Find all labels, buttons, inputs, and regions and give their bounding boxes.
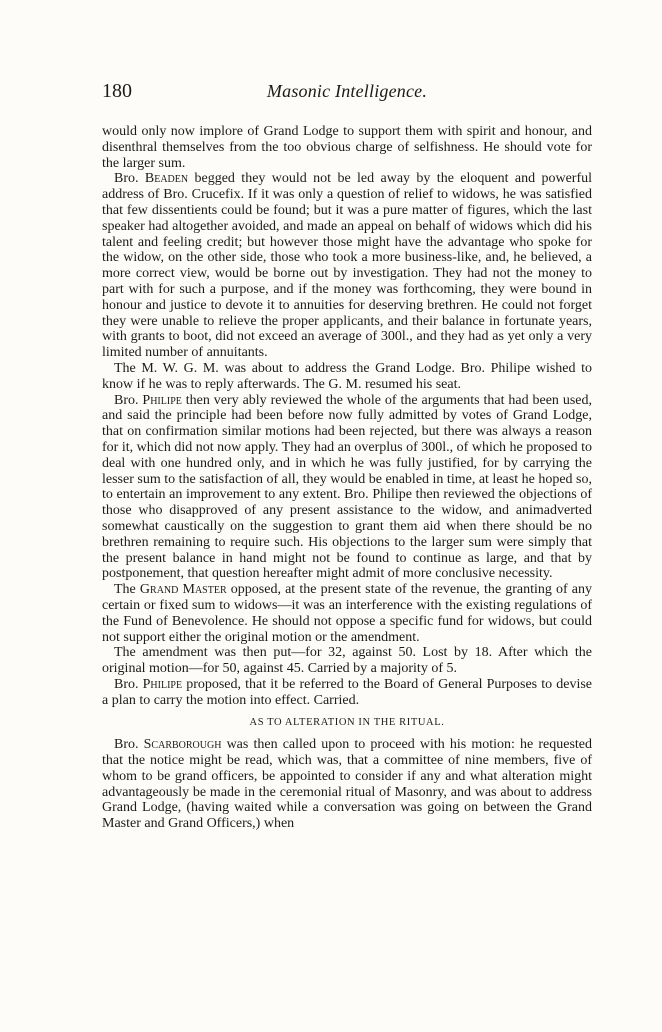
paragraph-text: then very ably reviewed the whole of the arguments that had been used, and said the principle had been before now fully admitted by votes of Grand Lodge, that on confirmation similar motions had been rejected, but there was always a reason for it, which did not now apply. They had an overplus of 300l., of which he proposed to deal with one hundred only, and in which he was fully justified, for by carrying the lesser sum to the satisfaction of all, they would be enabled in time, at least he hoped so, to entertain an improvement to any extent. Bro. Philipe then reviewed the objections of those who disapproved of any present assistance to the widow, and animadverted somewhat caustically on the suggestion to grant them aid when there should be no brethren remaining to require such. His objections to the larger sum were simply that the present balance in hand might not be found to continue as large, and that by postponement, that question hereafter might admit of more conclusive necessity. [102, 392, 593, 582]
paragraph [102, 645, 592, 677]
paragraph-text: begged they would not be led away by the eloquent and powerful address of Bro. Crucefix. If it was only a question of relief to widows, he was satisfied that few dissentients could be found; but it was a pure matter of figures, which the last speaker had altogether avoided, and made an appeal on behalf of widows which did his talent and feeling credit; but however those might have the advantage who spoke for the widow, on the other side, those who took a more business-like, and, he believed, a more correct view, would be borne out by investigation. They had not the money to part with for such a purpose, and if the money was forthcoming, they were bound in honour and justice to devote it to annuities for deserving brethren. He could not forget they were unable to relieve the proper applicants, and their balance in fortunate years, with grants to boot, did not exceed an average of 300l., and they had as yet only a very limited number of annuitants. [102, 171, 593, 361]
paragraph [102, 582, 592, 645]
paragraph-text: opposed, at the present state of the revenue, the granting of any certain or fixed sum to widows—it was an interference with the existing regulations of the Fund of Benevolence. He should not oppose a specific fund for widows, but could not support either the original motion or the amendment. [102, 582, 593, 645]
page-header [102, 80, 592, 108]
paragraph [102, 361, 592, 393]
paragraph-text: The amendment was then put—for 32, against 50. Lost by 18. After which the original motion—for 50, against 45. Carried by a majority of 5. [102, 645, 592, 677]
speaker-name: Beaden [144, 171, 189, 187]
paragraph [102, 737, 592, 832]
paragraph-lead: The [114, 582, 140, 598]
speaker-name: Scarborough [143, 737, 222, 753]
paragraph [102, 393, 592, 583]
paragraph [102, 677, 592, 709]
section-heading: AS TO ALTERATION IN THE RITUAL. [249, 717, 445, 729]
speaker-name: Grand Master [139, 582, 227, 598]
paragraph-text: The M. W. G. M. was about to address the Grand Lodge. Bro. Philipe wished to know if he was to reply afterwards. The G. M. resumed his seat. [102, 360, 592, 392]
paragraph-text: was then called upon to proceed with his motion: he requested that the notice might be read, which was, that a committee of nine members, five of whom to be grand officers, be appointed to consider if any and what alteration might advantageously be made in the ceremonial ritual of Masonry, and was about to address Grand Lodge, (having waited while a conversation was going on between the Grand Master and Grand Officers,) when [102, 737, 593, 832]
paragraph [102, 124, 592, 171]
speaker-name: Philipe [142, 676, 183, 692]
paragraph-text: would only now implore of Grand Lodge to support them with spirit and honour, and disenthral themselves from the too obvious charge of selfishness. He should vote for the larger sum. [102, 124, 592, 171]
paragraph-lead: Bro. [114, 676, 143, 692]
paragraph-lead: Bro. [114, 737, 144, 753]
article-body [102, 124, 592, 832]
page-number: 180 [102, 80, 132, 102]
running-title: Masonic Intelligence. [266, 81, 428, 101]
speaker-name: Philipe [142, 392, 182, 408]
paragraph [102, 171, 592, 361]
paragraph-lead: Bro. [114, 171, 145, 187]
paragraph-text: proposed, that it be referred to the Board of General Purposes to devise a plan to carry the motion into effect. Carried. [102, 676, 593, 708]
paragraph-lead: Bro. [114, 392, 143, 408]
